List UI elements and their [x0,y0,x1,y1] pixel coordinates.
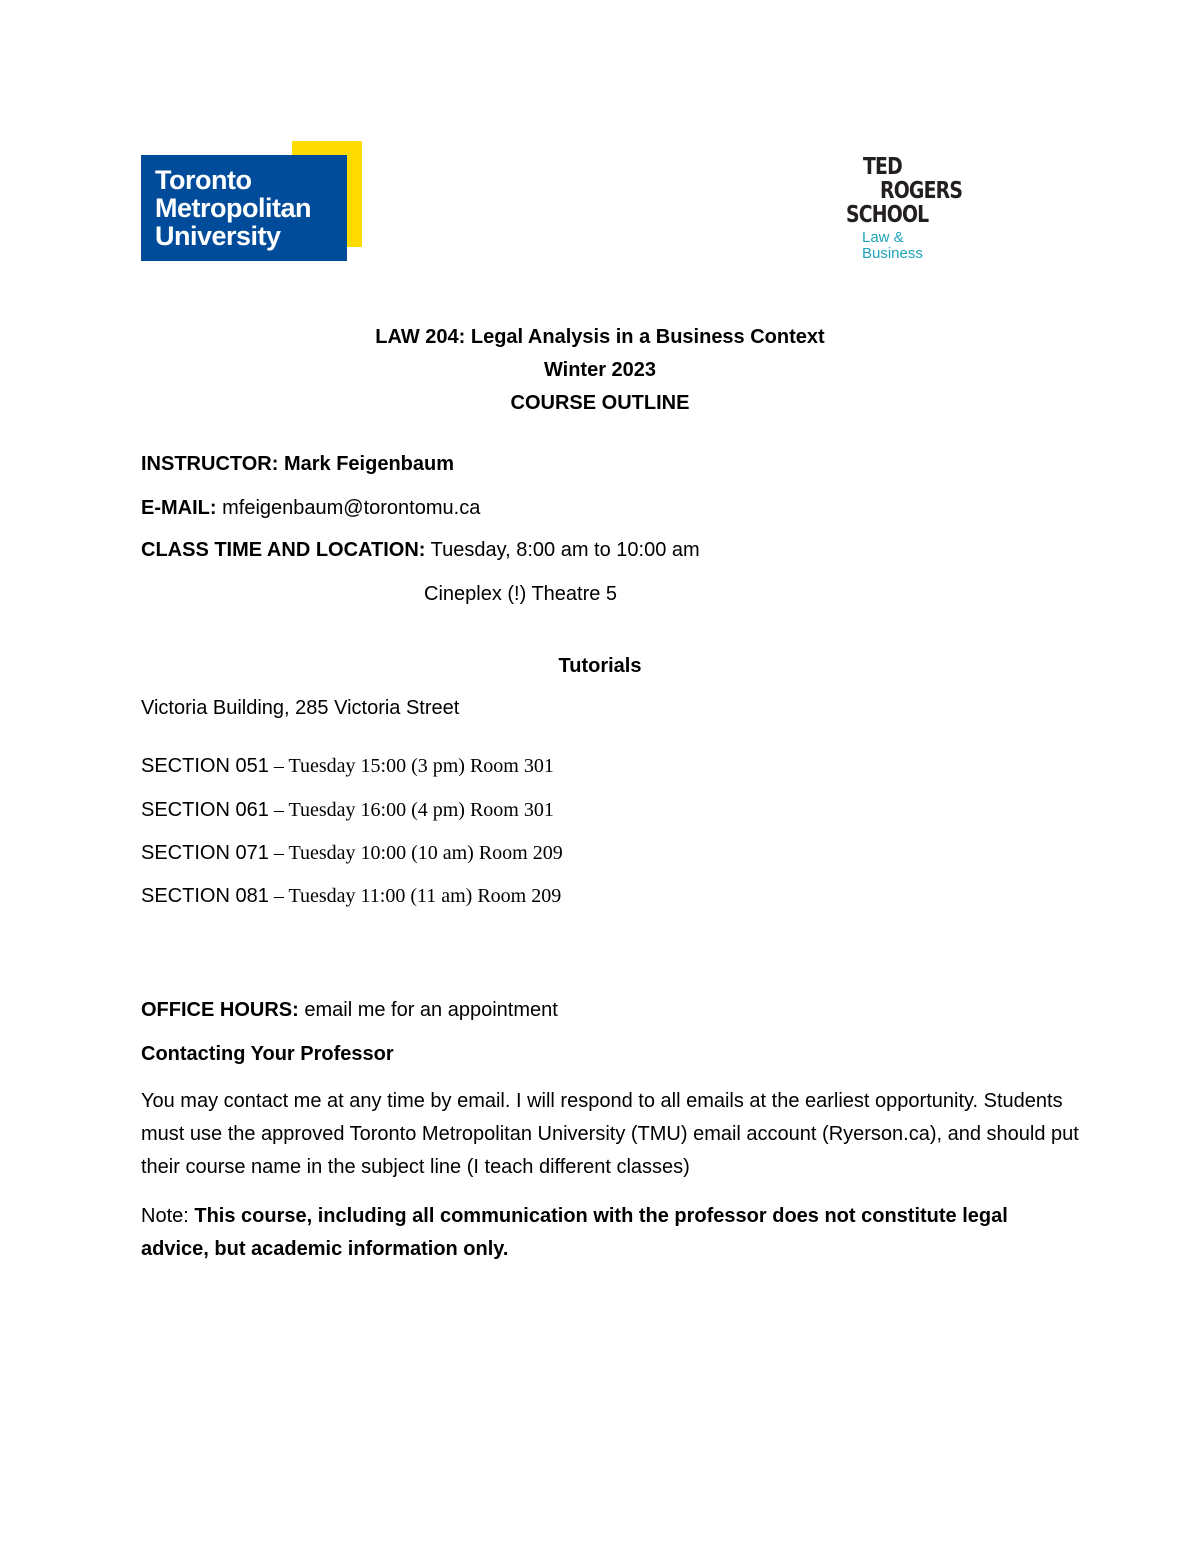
tmu-logo [141,155,347,261]
class-location: Cineplex (!) Theatre 5 [424,583,618,605]
tmu-logo-line-3: University [155,221,281,251]
trs-logo-sub-line-2: Business [862,245,923,262]
tmu-logo-line-2: Metropolitan [155,193,311,223]
class-time-line [141,538,700,562]
email-value: mfeigenbaum@torontomu.ca [216,497,481,519]
office-hours-label: OFFICE HOURS: [141,999,299,1021]
course-term: Winter 2023 [543,359,657,381]
trs-logo-line-2: ROGERS [880,178,963,204]
section-label: SECTION 061 [141,799,269,821]
document-type: COURSE OUTLINE [510,392,690,414]
office-hours-line [141,998,558,1022]
trs-logo-line-1: TED [863,154,902,180]
disclaimer-note [141,1200,1081,1266]
trs-logo-line-3: SCHOOL [846,202,929,228]
contacting-body: You may contact me at any time by email. I will respond to all emails at the earliest opportunity. Students must use the approved Toronto Metropolitan University (TMU) email account (Ryerson.ca), and should put their course name in the subject line (I teach different classes) [141,1090,1079,1178]
section-detail: – Tuesday 16:00 (4 pm) Room 301 [268,799,554,821]
section-label: SECTION 051 [141,755,269,777]
tmu-logo-line-1: Toronto [155,165,252,195]
instructor-line: INSTRUCTOR: Mark Feigenbaum [141,453,454,475]
tutorial-section [141,798,554,822]
email-label: E-MAIL: [141,497,217,519]
note-body: This course, including all communication with the professor does not constitute legal advice, but academic information only. [141,1205,1008,1260]
trs-logo-sub-line-1: Law & [862,229,904,246]
note-prefix: Note: [141,1205,189,1227]
class-time-label: CLASS TIME AND LOCATION: [141,539,426,561]
tutorial-section [141,754,554,778]
class-time-value: Tuesday, 8:00 am to 10:00 am [425,539,700,561]
section-detail: – Tuesday 10:00 (10 am) Room 209 [268,842,563,864]
section-detail: – Tuesday 11:00 (11 am) Room 209 [268,885,562,907]
tutorials-heading: Tutorials [558,655,642,677]
email-line [141,496,480,520]
tutorial-section [141,884,561,908]
section-label: SECTION 071 [141,842,269,864]
course-title: LAW 204: Legal Analysis in a Business Context [375,326,825,348]
tutorial-building: Victoria Building, 285 Victoria Street [141,697,460,719]
section-detail: – Tuesday 15:00 (3 pm) Room 301 [268,755,554,777]
ted-rogers-school-logo [845,155,975,265]
section-label: SECTION 081 [141,885,269,907]
tutorial-section [141,841,563,865]
contacting-heading: Contacting Your Professor [141,1043,394,1065]
office-hours-value: email me for an appointment [298,999,558,1021]
